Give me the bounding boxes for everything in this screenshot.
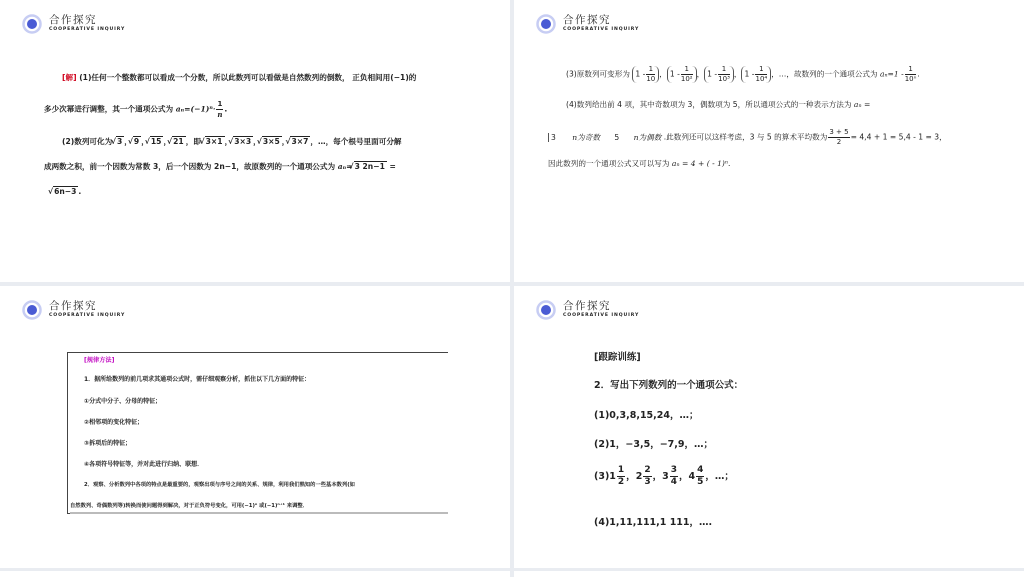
method-title: [规律方法] (84, 357, 115, 364)
next-slide-edge (514, 571, 1024, 577)
frac-num: 1 (617, 465, 625, 475)
sqrt: √ 3×3 (233, 136, 253, 146)
frac-den: 10² (680, 75, 693, 83)
formula: aₙ = (853, 100, 871, 109)
term (667, 66, 697, 83)
frac-den: 10 (646, 75, 656, 83)
fraction (670, 466, 678, 487)
answer-line-1 (62, 72, 416, 83)
separator: ， (678, 471, 689, 482)
mixed-int: 3 (662, 471, 669, 482)
solution-text: .此数列还可以这样考虑，3 与 5 的算术平均数为 (663, 132, 828, 142)
question-item-3 (594, 466, 734, 487)
solution-text: 因此数列的一个通项公式又可以写为 (548, 159, 670, 168)
period: . (224, 104, 228, 114)
frac-num: 3 + 5 (829, 128, 849, 136)
term (632, 66, 659, 83)
section-title: 合作探究 (563, 14, 611, 26)
section-subtitle: COOPERATIVE INQUIRY (563, 313, 640, 318)
sqrt: √ 6n−3 (53, 186, 78, 196)
method-item: ②相邻项的变化特征； (84, 419, 144, 426)
period: . (917, 69, 920, 79)
question-item-4: (4)1,11,111,1 111，…. (594, 517, 713, 528)
sqrt: √ 15 (150, 136, 164, 146)
frac-num: 1 (217, 100, 223, 108)
frac-den: n (217, 110, 223, 119)
case-value: 3 (548, 133, 556, 142)
q3-prefix: (3)1 (594, 471, 616, 482)
method-item: ①分式中分子、分母的特征； (84, 398, 162, 405)
fraction (718, 66, 730, 83)
formula: aₙ=1 - (879, 69, 904, 79)
case-value: 5 (614, 132, 620, 142)
frac-den: 10³ (718, 75, 730, 83)
fraction (828, 129, 849, 146)
frac-num: 1 (905, 66, 917, 75)
method-item: 1．据所给数列的前几项求其通项公式时，需仔细观察分析，抓住以下几方面的特征： (84, 376, 311, 383)
sqrt: √ 3 (116, 136, 124, 146)
fraction (216, 101, 223, 118)
separator: ， (652, 471, 663, 482)
question-item-2: (2)1，−3,5，−7,9，…； (594, 439, 713, 450)
logo-ring-icon (22, 14, 42, 34)
answer-text: ，…，每个根号里面可分解 (310, 137, 402, 146)
term-pre: 1 - (669, 69, 680, 79)
formula: aₙ = 4 + ( - 1)ⁿ. (671, 159, 731, 168)
sqrt: √ 3×1 (205, 136, 225, 146)
term-pre: 1 - (744, 69, 755, 79)
question-text: 2．写出下列数列的一个通项公式： (594, 380, 744, 391)
answer-text: 成两数之积，前一个因数为常数 3，后一个因数为 2n−1，故原数列的一个通项公式为 (44, 162, 336, 171)
solution-text: (3)原数列可变形为 (566, 69, 630, 79)
solution-line-1: (3)原数列可变形为 1 - $\frac{1}{10}$ ， 1 - $\frac{1}{\text{10²}}$ ， 1 - $\frac{1}{\text{10³}}$ ， 1 - $\frac{1}{\text{10⁴}}$ ，…，故数列的一个通项公式为 aₙ=1 - $\frac{1}{\text{10ⁿ}}$ . (566, 65, 920, 83)
method-item: 2．观察、分析数列中各项的特点是最重要的，观察出项与序号之间的关系、规律，利用我们熟知的一些基本数列(如 (84, 482, 355, 488)
slide-4[interactable] (514, 286, 1024, 568)
slide-1[interactable] (0, 0, 510, 282)
solution-text: ，…，故数列的一个通项公式为 (771, 69, 878, 79)
slide-2[interactable] (514, 0, 1024, 282)
answer-text: (1)任何一个整数都可以看成一个分数，所以此数列可以看做是自然数列的倒数， 正负相间用(−1)的 (79, 73, 417, 82)
section-subtitle: COOPERATIVE INQUIRY (563, 27, 640, 32)
separator: ， (626, 471, 636, 482)
fraction (646, 66, 655, 83)
frac-den: 2 (617, 477, 625, 487)
mixed-int: 2 (635, 471, 643, 482)
sqrt: √ 9 (133, 136, 141, 146)
section-subtitle: COOPERATIVE INQUIRY (49, 27, 126, 32)
frac-den: 4 (670, 477, 677, 487)
fraction (755, 66, 767, 83)
case-cond: n为偶数 (633, 132, 662, 142)
term-pre: 1 - (707, 69, 718, 79)
fraction (643, 466, 651, 487)
term (741, 66, 771, 83)
answer-text: (2)数列可化为 (62, 137, 113, 146)
track-title: [跟踪训练] (594, 352, 641, 363)
case-cond: n为奇数 (572, 132, 600, 142)
term (704, 66, 734, 83)
answer-line-5 (52, 186, 81, 196)
frac-den: 10⁴ (755, 75, 768, 83)
answer-line-3: (2)数列可化为 √ 3 ，√ 9 ，√ 15 ，√ 21 ，即 √ 3×1 ，√ 3×3 ，√ 3×5 ，√ 3×7 ，…，每个根号里面可分解 (62, 136, 402, 147)
method-item: ③拆项后的特征； (84, 440, 132, 447)
solution-text: = 4,4 + 1 = 5,4 - 1 = 3， (850, 132, 947, 142)
logo-ring-icon (536, 14, 556, 34)
solution-line-4 (548, 158, 730, 169)
formula: aₙ= (337, 162, 353, 171)
question-item-1: (1)0,3,8,15,24，…； (594, 410, 699, 421)
slide-3[interactable] (0, 286, 510, 568)
term-pre: 1 - (635, 69, 646, 79)
box-shadow (70, 512, 448, 514)
logo-ring-icon (22, 300, 42, 320)
frac-num: 1 (681, 66, 693, 75)
method-item: ④各项符号特征等，并对此进行归纳、联想． (84, 461, 204, 468)
frac-num: 1 (718, 66, 730, 75)
logo-ring-icon (536, 300, 556, 320)
period: . (78, 187, 82, 196)
frac-num: 4 (697, 465, 704, 475)
fraction (681, 66, 693, 83)
section-title: 合作探究 (49, 14, 97, 26)
equals: = (389, 162, 396, 171)
sqrt: √ 21 (172, 136, 186, 146)
answer-line-2 (44, 101, 227, 118)
mixed-int: 4 (688, 471, 696, 482)
frac-num: 3 (670, 465, 677, 475)
fraction (617, 466, 625, 487)
solution-line-2 (566, 99, 870, 110)
section-title: 合作探究 (49, 300, 97, 312)
method-box (67, 352, 448, 514)
fraction (904, 65, 920, 83)
answer-text: ，即 (185, 137, 201, 146)
frac-den: 2 (836, 138, 842, 146)
answer-line-4 (44, 161, 396, 172)
solution-line-3 (548, 129, 947, 146)
next-slide-edge (0, 571, 510, 577)
frac-den: 5 (697, 477, 704, 487)
fraction (696, 466, 704, 487)
frac-num: 1 (755, 66, 767, 75)
solution-text: (4)数列给出前 4 项，其中奇数项为 3，偶数项为 5，所以通项公式的一种表示方法为 (566, 100, 852, 109)
frac-den: 3 (644, 477, 651, 487)
q3-tail: ，…； (705, 471, 734, 482)
sqrt: √ 3×5 (262, 136, 282, 146)
frac-num: 1 (646, 66, 655, 75)
frac-num: 2 (644, 465, 651, 475)
sqrt: √ 3×7 (290, 136, 310, 146)
formula: aₙ=(−1)ⁿ· (175, 104, 216, 114)
frac-den: 10ⁿ (904, 75, 917, 83)
section-title: 合作探究 (563, 300, 611, 312)
sqrt: √ 3 2n−1 (354, 161, 387, 171)
method-item: 自然数列、奇偶数列等)转换而使问题得到解决，对于正负符号变化，可用(−1)ⁿ 或(−1)ⁿ⁺¹ 来调整． (70, 503, 308, 509)
jie-label: [解] (62, 73, 77, 82)
section-subtitle: COOPERATIVE INQUIRY (49, 313, 126, 318)
answer-text: 多少次幂进行调整，其一个通项公式为 (44, 104, 174, 114)
